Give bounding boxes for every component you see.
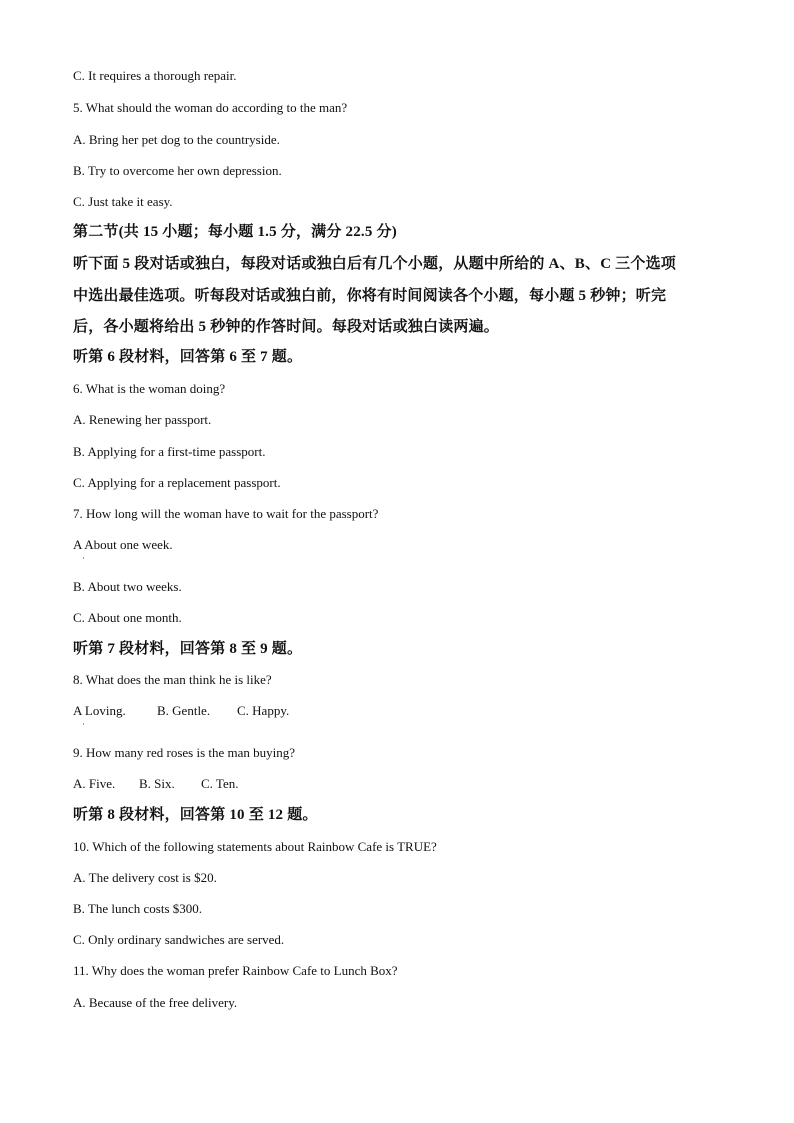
question-6: 6. What is the woman doing?	[73, 381, 226, 396]
q7-option-b: B. About two weeks.	[73, 579, 182, 594]
q8-options	[73, 703, 289, 719]
q10-option-b: B. The lunch costs $300.	[73, 901, 203, 916]
material-8-heading: 听第 8 段材料，回答第 10 至 12 题。	[73, 807, 318, 823]
q5-option-c: C. Just take it easy.	[73, 194, 173, 209]
question-9: 9. How many red roses is the man buying?	[73, 745, 296, 760]
q9-option-b: B. Six.	[139, 776, 175, 791]
q5-option-b: B. Try to overcome her own depression.	[73, 163, 282, 178]
q7-option-c: C. About one month.	[73, 610, 182, 625]
question-11: 11. Why does the woman prefer Rainbow Cafe to Lunch Box?	[73, 963, 398, 978]
q6-option-a: A. Renewing her passport.	[73, 412, 212, 427]
question-10: 10. Which of the following statements about Rainbow Cafe is TRUE?	[73, 839, 437, 854]
q10-option-c: C. Only ordinary sandwiches are served.	[73, 932, 285, 947]
q9-option-c: C. Ten.	[201, 776, 239, 791]
q9-options	[73, 776, 239, 792]
question-7: 7. How long will the woman have to wait for the passport?	[73, 506, 379, 521]
q7-option-a: A About one week.	[73, 537, 173, 552]
instructions-line-1: 听下面 5 段对话或独白，每段对话或独白后有几个小题，从题中所给的 A、B、C 三个选项	[73, 256, 676, 272]
q8-option-b: B. Gentle.	[157, 703, 211, 718]
instructions-line-3: 后，各小题将给出 5 秒钟的作答时间。每段对话或独白读两遍。	[73, 319, 500, 335]
q5-option-a: A. Bring her pet dog to the countryside.	[73, 132, 280, 147]
q8-option-c: C. Happy.	[237, 703, 290, 718]
q10-option-a: A. The delivery cost is $20.	[73, 870, 217, 885]
stray-dot-mark: ·	[82, 719, 85, 729]
material-7-heading: 听第 7 段材料，回答第 8 至 9 题。	[73, 641, 303, 657]
q8-option-a: A Loving.	[73, 703, 126, 718]
question-8: 8. What does the man think he is like?	[73, 672, 272, 687]
question-5: 5. What should the woman do according to the man?	[73, 100, 348, 115]
q11-option-a: A. Because of the free delivery.	[73, 995, 238, 1010]
instructions-line-2: 中选出最佳选项。听每段对话或独白前，你将有时间阅读各个小题，每小题 5 秒钟；听完	[73, 288, 667, 304]
material-6-heading: 听第 6 段材料，回答第 6 至 7 题。	[73, 349, 303, 365]
q9-option-a: A. Five.	[73, 776, 116, 791]
q6-option-c: C. Applying for a replacement passport.	[73, 475, 281, 490]
q4-option-c: C. It requires a thorough repair.	[73, 68, 237, 83]
section-2-title: 第二节(共 15 小题；每小题 1.5 分，满分 22.5 分)	[73, 224, 397, 240]
stray-dot-mark: ·	[82, 553, 85, 563]
q6-option-b: B. Applying for a first-time passport.	[73, 444, 266, 459]
